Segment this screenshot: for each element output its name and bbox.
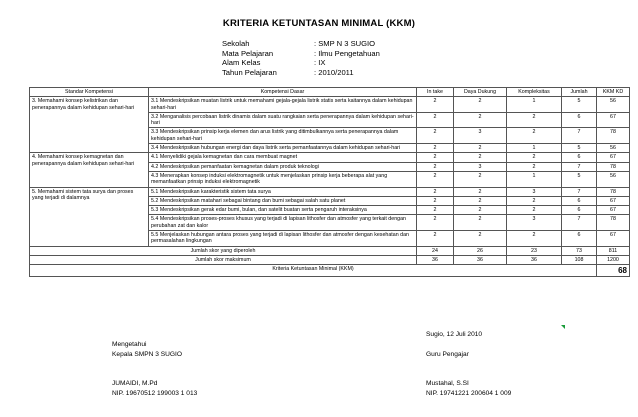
kompetensi-dasar-cell: 5.4 Mendeskripsikan proses-proses khusus yang terjadi di lapisan lithosfer dan atmosfer yang terkait dengan perubahan zat dan kalor [149, 215, 417, 231]
intake-cell: 2 [417, 187, 454, 196]
header-daya-dukung: Daya Dukung [454, 88, 507, 97]
total-score-label: Jumlah skor yang diperoleh [30, 246, 417, 255]
daya-dukung-cell: 2 [454, 112, 507, 128]
kkm-kd-cell: 56 [597, 171, 630, 187]
kompleksitas-cell: 1 [507, 144, 562, 153]
kkm-total-label: Kriteria Ketuntasan Minimal (KKM) [30, 265, 597, 277]
kompleksitas-cell: 2 [507, 231, 562, 247]
kompleksitas-cell: 2 [507, 206, 562, 215]
daya-dukung-cell: 2 [454, 187, 507, 196]
daya-dukung-cell: 2 [454, 231, 507, 247]
table-row [30, 187, 630, 196]
place-date: Sugio, 12 Juli 2010 [426, 331, 483, 338]
comment-marker-icon [561, 325, 565, 329]
header-kkm-kd: KKM KD [597, 88, 630, 97]
kompleksitas-cell: 2 [507, 162, 562, 171]
daya-dukung-cell: 3 [454, 128, 507, 144]
kkm-kd-cell: 67 [597, 153, 630, 162]
info-value: : SMP N 3 SUGIO [314, 39, 376, 48]
max-komp: 36 [507, 255, 562, 264]
kompetensi-dasar-cell: 4.2 Mendeskripsikan pemanfaatan kemagnetan dalam produk teknologi [149, 162, 417, 171]
kompetensi-dasar-cell: 5.5 Menjelaskan hubungan antara proses yang terjadi di lapisan lithosfer dan atmosfer dengan kesehatan dan permasalahan lingkungan [149, 231, 417, 247]
intake-cell: 2 [417, 231, 454, 247]
school-info [222, 39, 380, 77]
info-label: Sekolah [222, 39, 250, 48]
jumlah-cell: 5 [562, 144, 597, 153]
kkm-total-row [30, 265, 630, 277]
kkm-kd-cell: 56 [597, 97, 630, 113]
jumlah-cell: 6 [562, 231, 597, 247]
kompleksitas-cell: 3 [507, 187, 562, 196]
kompetensi-dasar-cell: 4.3 Menerapkan konsep induksi elektromagnetik untuk menjelaskan prinsip kerja beberapa alat yang memanfaatkan prinsip induksi elektromagnetik [149, 171, 417, 187]
total-komp: 23 [507, 246, 562, 255]
standar-kompetensi-cell: 5. Memahami sistem tata surya dan proses yang terjadi di dalamnya [30, 187, 149, 246]
table-row [30, 97, 630, 113]
header-standar: Standar Kompetensi [30, 88, 149, 97]
intake-cell: 2 [417, 112, 454, 128]
info-value: : Ilmu Pengetahuan [314, 48, 380, 58]
teacher-name: Mustahal, S.SI [426, 380, 469, 387]
intake-cell: 2 [417, 215, 454, 231]
intake-cell: 2 [417, 128, 454, 144]
kompleksitas-cell: 2 [507, 153, 562, 162]
daya-dukung-cell: 3 [454, 162, 507, 171]
teacher-nip: NIP. 19741221 200604 1 009 [426, 390, 512, 397]
jumlah-cell: 7 [562, 215, 597, 231]
jumlah-cell: 6 [562, 153, 597, 162]
kkm-kd-cell: 67 [597, 196, 630, 205]
mengetahui-label: Mengetahui [112, 341, 147, 348]
daya-dukung-cell: 2 [454, 206, 507, 215]
max-daya: 36 [454, 255, 507, 264]
kkm-kd-cell: 78 [597, 128, 630, 144]
kompetensi-dasar-cell: 3.2 Menganalisis percobaan listrik dinamis dalam suatu rangkaian serta penerapannya dalam kehidupan sehari-hari [149, 112, 417, 128]
standar-kompetensi-cell: 4. Memahami konsep kemagnetan dan penerapannya dalam kehidupan sehari-hari [30, 153, 149, 187]
info-row-class [222, 58, 380, 68]
jumlah-cell: 6 [562, 206, 597, 215]
kkm-kd-cell: 67 [597, 206, 630, 215]
jumlah-cell: 6 [562, 112, 597, 128]
kompetensi-dasar-cell: 5.2 Mendeskripsikan matahari sebagai bintang dan bumi sebagai salah satu planet [149, 196, 417, 205]
header-kompleksitas: Kompleksitas [507, 88, 562, 97]
intake-cell: 2 [417, 144, 454, 153]
daya-dukung-cell: 2 [454, 196, 507, 205]
intake-cell: 2 [417, 171, 454, 187]
kkm-kd-cell: 67 [597, 231, 630, 247]
daya-dukung-cell: 2 [454, 171, 507, 187]
daya-dukung-cell: 2 [454, 144, 507, 153]
max-kkm: 1200 [597, 255, 630, 264]
kkm-kd-cell: 78 [597, 215, 630, 231]
kkm-kd-cell: 78 [597, 187, 630, 196]
max-intake: 36 [417, 255, 454, 264]
standar-kompetensi-cell: 3. Memahami konsep kelistrikan dan penerapannya dalam kehidupan sehari-hari [30, 97, 149, 153]
jumlah-cell: 7 [562, 187, 597, 196]
kompleksitas-cell: 2 [507, 112, 562, 128]
info-value: : 2010/2011 [314, 67, 354, 77]
info-label: Tahun Pelajaran [222, 67, 277, 77]
kkm-kd-cell: 78 [597, 162, 630, 171]
jumlah-cell: 5 [562, 171, 597, 187]
document-title: KRITERIA KETUNTASAN MINIMAL (KKM) [222, 18, 416, 29]
intake-cell: 2 [417, 97, 454, 113]
kkm-kd-cell: 56 [597, 144, 630, 153]
table-header-row [30, 88, 630, 97]
jumlah-cell: 7 [562, 162, 597, 171]
principal-name: JUMAIDI, M.Pd [112, 380, 158, 387]
daya-dukung-cell: 2 [454, 153, 507, 162]
kompetensi-dasar-cell: 3.4 Mendeskripsikan hubungan energi dan daya listrik serta pemanfaatannya dalam kehidupan sehari-hari [149, 144, 417, 153]
intake-cell: 2 [417, 206, 454, 215]
daya-dukung-cell: 2 [454, 215, 507, 231]
kompleksitas-cell: 1 [507, 171, 562, 187]
info-row-school [222, 39, 380, 49]
jumlah-cell: 6 [562, 196, 597, 205]
total-score-row [30, 246, 630, 255]
intake-cell: 2 [417, 196, 454, 205]
header-kompetensi-dasar: Kompetensi Dasar [149, 88, 417, 97]
total-intake: 24 [417, 246, 454, 255]
header-intake: In take [417, 88, 454, 97]
max-score-label: Jumlah skor maksimum [30, 255, 417, 264]
table-row [30, 153, 630, 162]
kompetensi-dasar-cell: 3.3 Mendeskripsikan prinsip kerja elemen dan arus listrik yang ditimbulkannya serta penerapannya dalam kehidupan sehari-hari [149, 128, 417, 144]
kompleksitas-cell: 3 [507, 215, 562, 231]
kompleksitas-cell: 2 [507, 196, 562, 205]
max-score-row [30, 255, 630, 264]
kompleksitas-cell: 2 [507, 128, 562, 144]
intake-cell: 2 [417, 162, 454, 171]
total-daya: 26 [454, 246, 507, 255]
teacher-title: Guru Pengajar [426, 351, 469, 358]
info-row-subject [222, 49, 380, 59]
kompetensi-dasar-cell: 4.1 Menyelidiki gejala kemagnetan dan cara membuat magnet [149, 153, 417, 162]
principal-title: Kepala SMPN 3 SUGIO [112, 351, 182, 358]
info-label: Mata Pelajaran [222, 48, 274, 58]
kkm-table [29, 87, 630, 277]
header-jumlah: Jumlah [562, 88, 597, 97]
jumlah-cell: 5 [562, 97, 597, 113]
jumlah-cell: 7 [562, 128, 597, 144]
kkm-total-value: 68 [597, 265, 630, 277]
intake-cell: 2 [417, 153, 454, 162]
kompetensi-dasar-cell: 5.3 Mendeskripsikan gerak edar bumi, bulan, dan satelit buatan serta pengaruh interaksinya [149, 206, 417, 215]
principal-nip: NIP. 19670512 199003 1 013 [112, 390, 198, 397]
total-jumlah: 73 [562, 246, 597, 255]
kompetensi-dasar-cell: 5.1 Mendeskripsikan karakteristik sistem tata surya [149, 187, 417, 196]
info-value: : IX [314, 58, 326, 68]
kompetensi-dasar-cell: 3.1 Mendeskripsikan muatan listrik untuk memahami gejala-gejala listrik statis serta kaitannya dalam kehidupan sehari-hari [149, 97, 417, 113]
total-kkm: 811 [597, 246, 630, 255]
info-label: Alam Kelas [222, 58, 261, 68]
daya-dukung-cell: 2 [454, 97, 507, 113]
kkm-kd-cell: 67 [597, 112, 630, 128]
info-row-year [222, 68, 380, 78]
max-jumlah: 108 [562, 255, 597, 264]
kompleksitas-cell: 1 [507, 97, 562, 113]
